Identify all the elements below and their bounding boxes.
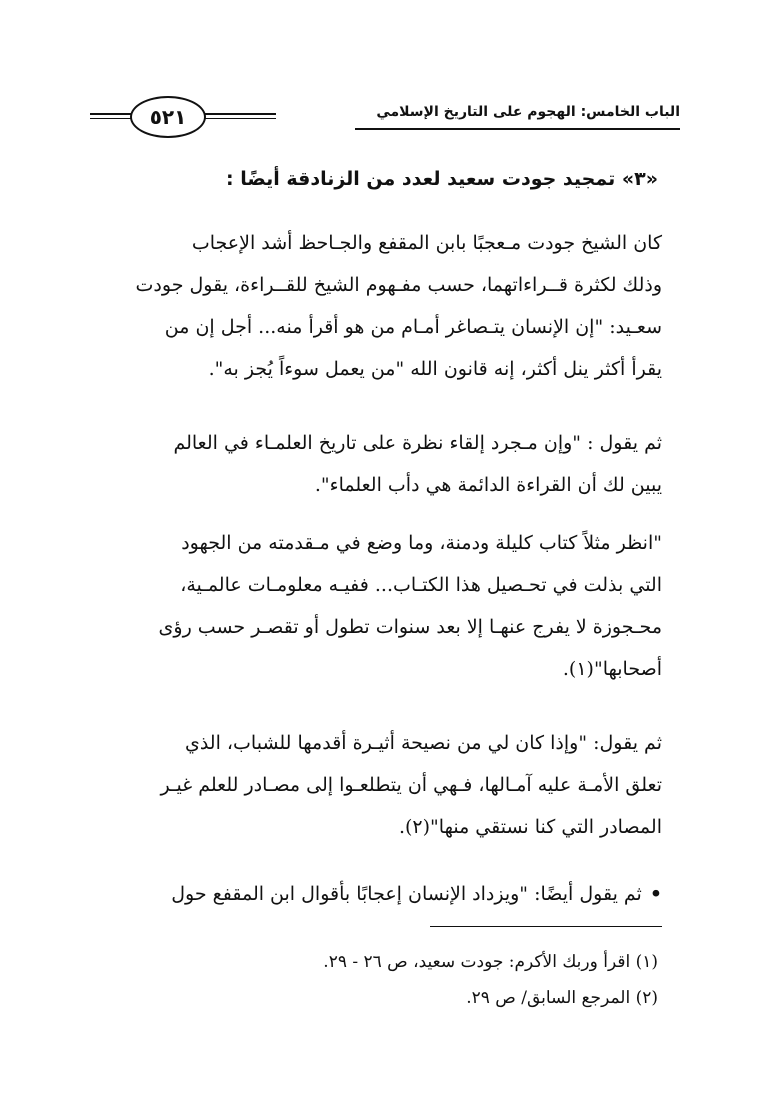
paragraph-line: سعـيد: "إن الإنسان يتـصاغر أمـام من هو أقرأ منه... أجل إن من [164, 316, 662, 338]
paragraph-line: محـجوزة لا يفرج عنهـا إلا بعد سنوات تطول أو تقصـر حسب رؤى [158, 616, 662, 638]
paragraph-line: يبين لك أن القراءة الدائمة هي دأب العلماء". [314, 474, 662, 496]
page-number-text: ٥٢١ [149, 105, 187, 129]
page-number [130, 96, 206, 138]
footnote-separator [430, 926, 662, 927]
paragraph-line: تعلق الأمـة عليه آمـالها، فـهي أن يتطلعـوا إلى مصـادر للعلم غيـر [160, 774, 662, 796]
paragraph-line-with-bullet [96, 873, 662, 915]
paragraph-3 [96, 522, 662, 690]
header-rule-left-thin [90, 118, 132, 119]
paragraph-4 [96, 722, 662, 848]
paragraph-1 [96, 222, 662, 390]
paragraph-line: يقرأ أكثر ينل أكثر، إنه قانون الله "من يعمل سوءاً يُجز به". [208, 358, 662, 380]
paragraph-line: ثم يقول: "وإذا كان لي من نصيحة أثيـرة أقدمها للشباب، الذي [184, 732, 662, 754]
section-heading: «٣» تمجيد جودت سعيد لعدد من الزنادقة أيضًا : [226, 168, 658, 190]
running-header [90, 92, 680, 148]
paragraph-line: كان الشيخ جودت مـعجبًا بابن المقفع والجـاحظ أشد الإعجاب [191, 232, 662, 254]
header-rule-middle [204, 113, 276, 115]
chapter-title: الباب الخامس: الهجوم على التاريخ الإسلامي [376, 104, 680, 120]
footnotes [323, 944, 658, 1016]
paragraph-line-text: ثم يقول أيضًا: "ويزداد الإنسان إعجابًا بأقوال ابن المقفع حول [171, 883, 642, 905]
paragraph-line: ثم يقول : "وإن مـجرد إلقاء نظرة على تاريخ العلمـاء في العالم [173, 432, 662, 454]
paragraph-line: أصحابها"(١). [562, 658, 662, 680]
paragraph-line: المصادر التي كنا نستقي منها"(٢). [398, 816, 662, 838]
header-rule-left [90, 113, 132, 115]
paragraph-line: التي بذلت في تحـصيل هذا الكتـاب... ففيـه معلومـات عالمـية، [180, 574, 662, 596]
paragraph-2 [96, 422, 662, 506]
footnote-1: (١) اقرأ وربك الأكرم: جودت سعيد، ص ٢٦ - ٢٩. [323, 952, 658, 972]
paragraph-line: "انظر مثلاً كتاب كليلة ودمنة، وما وضع في مـقدمته من الجهود [181, 532, 662, 554]
footnote-2: (٢) المرجع السابق/ ص ٢٩. [466, 988, 658, 1008]
paragraph-line: وذلك لكثرة قــراءاتهما، حسب مفـهوم الشيخ للقــراءة، يقول جودت [135, 274, 662, 296]
bullet-icon: • [649, 883, 662, 905]
paragraph-5 [96, 873, 662, 915]
header-rule-middle-thin [204, 118, 276, 119]
chapter-title-underline [355, 128, 680, 130]
